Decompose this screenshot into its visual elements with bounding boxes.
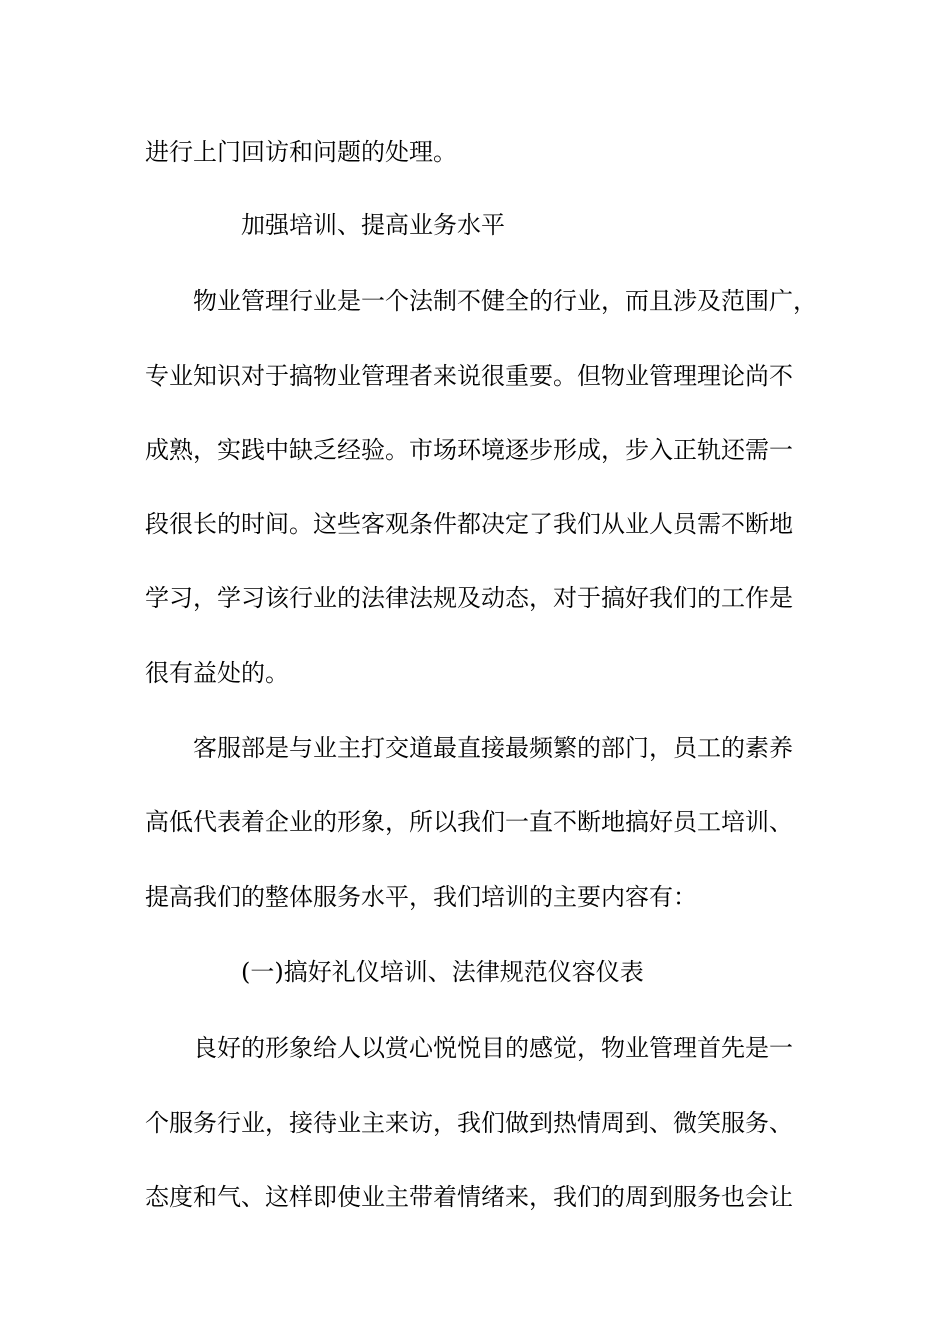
text-line: 物业管理行业是一个法制不健全的行业，而且涉及范围广， — [193, 287, 817, 315]
section-heading: 加强培训、提高业务水平 — [241, 211, 505, 239]
text-line: 专业知识对于搞物业管理者来说很重要。但物业管理理论尚不 — [145, 362, 793, 390]
text-line: 态度和气、这样即使业主带着情绪来，我们的周到服务也会让 — [145, 1183, 793, 1211]
text-line: 段很长的时间。这些客观条件都决定了我们从业人员需不断地 — [145, 510, 793, 538]
text-line: 个服务行业，接待业主来访，我们做到热情周到、微笑服务、 — [145, 1109, 793, 1137]
section-heading: (一)搞好礼仪培训、法律规范仪容仪表 — [241, 958, 644, 986]
text-line: 成熟，实践中缺乏经验。市场环境逐步形成，步入正轨还需一 — [145, 436, 793, 464]
text-line: 良好的形象给人以赏心悦悦目的感觉，物业管理首先是一 — [193, 1034, 793, 1062]
text-line: 提高我们的整体服务水平，我们培训的主要内容有： — [145, 883, 697, 911]
text-line: 客服部是与业主打交道最直接最频繁的部门，员工的素养 — [193, 734, 793, 762]
text-line: 进行上门回访和问题的处理。 — [145, 138, 457, 166]
text-line: 高低代表着企业的形象，所以我们一直不断地搞好员工培训、 — [145, 808, 793, 836]
text-line: 学习，学习该行业的法律法规及动态，对于搞好我们的工作是 — [145, 584, 793, 612]
text-line: 很有益处的。 — [145, 659, 289, 687]
